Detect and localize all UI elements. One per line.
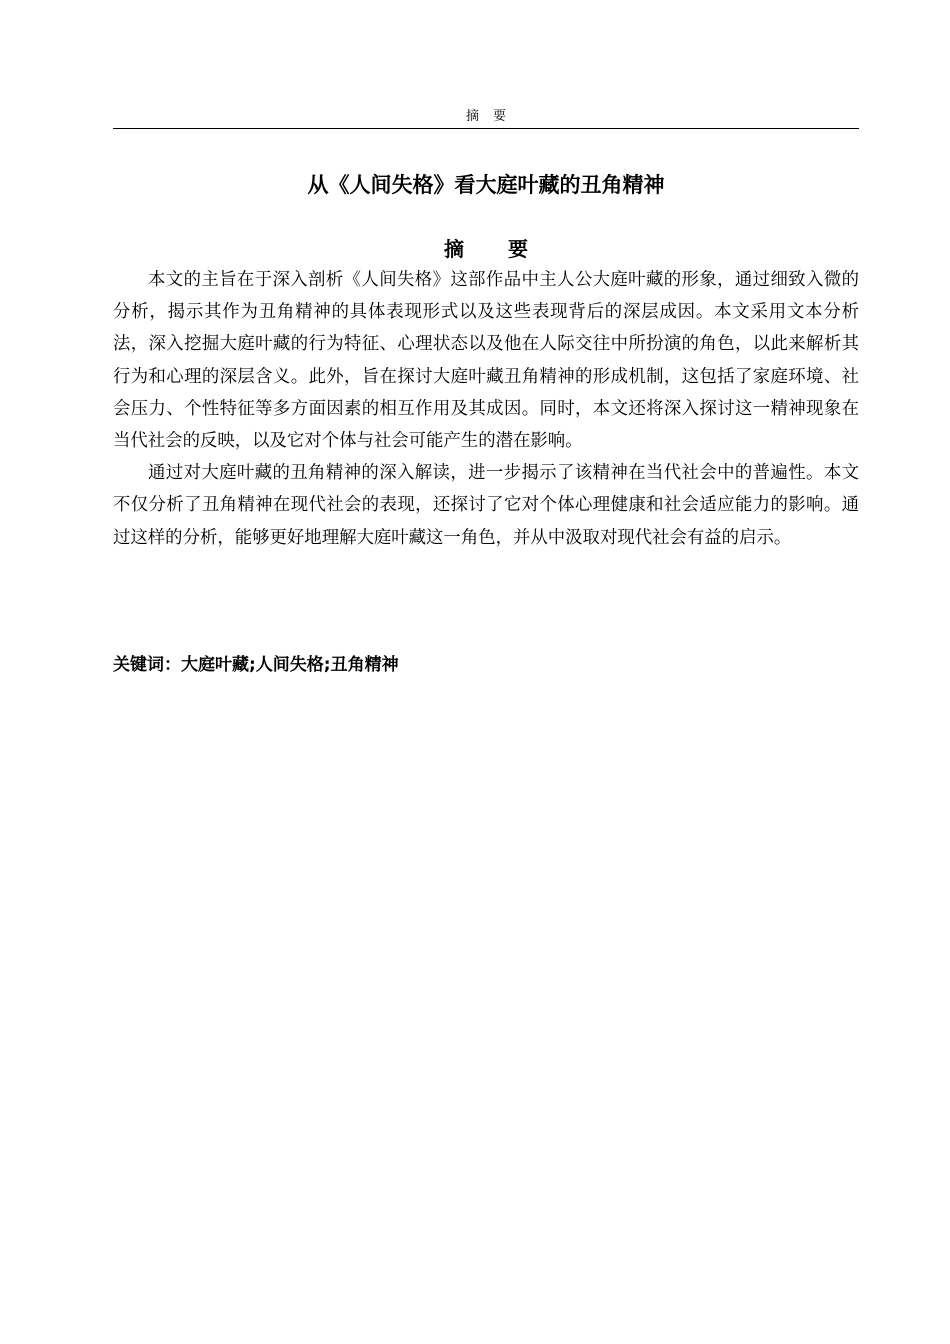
abstract-paragraph-1: 本文的主旨在于深入剖析《人间失格》这部作品中主人公大庭叶藏的形象，通过细致入微的分析，揭示其作为丑角精神的具体表现形式以及这些表现背后的深层成因。本文采用文本分析法，深入挖掘大庭叶藏的行为特征、心理状态以及他在人际交往中所扮演的角色，以此来解析其行为和心理的深层含义。此外，旨在探讨大庭叶藏丑角精神的形成机制，这包括了家庭环境、社会压力、个性特征等多方面因素的相互作用及其成因。同时，本文还将深入探讨这一精神现象在当代社会的反映，以及它对个体与社会可能产生的潜在影响。 xyxy=(113,270,859,452)
keywords-value: 大庭叶藏;人间失格;丑角精神 xyxy=(181,655,399,675)
abstract-heading: 摘要 xyxy=(444,237,572,261)
header-rule xyxy=(113,128,859,129)
running-header: 摘要 xyxy=(465,109,520,124)
document-title: 从《人间失格》看大庭叶藏的丑角精神 xyxy=(307,173,665,197)
keywords-line xyxy=(113,651,859,679)
keywords-label: 关键词： xyxy=(113,655,181,675)
abstract-paragraph-2: 通过对大庭叶藏的丑角精神的深入解读，进一步揭示了该精神在当代社会中的普遍性。本文不仅分析了丑角精神在现代社会的表现，还探讨了它对个体心理健康和社会适应能力的影响。通过这样的分析，能够更好地理解大庭叶藏这一角色，并从中汲取对现代社会有益的启示。 xyxy=(113,463,859,548)
abstract-body xyxy=(113,264,859,554)
